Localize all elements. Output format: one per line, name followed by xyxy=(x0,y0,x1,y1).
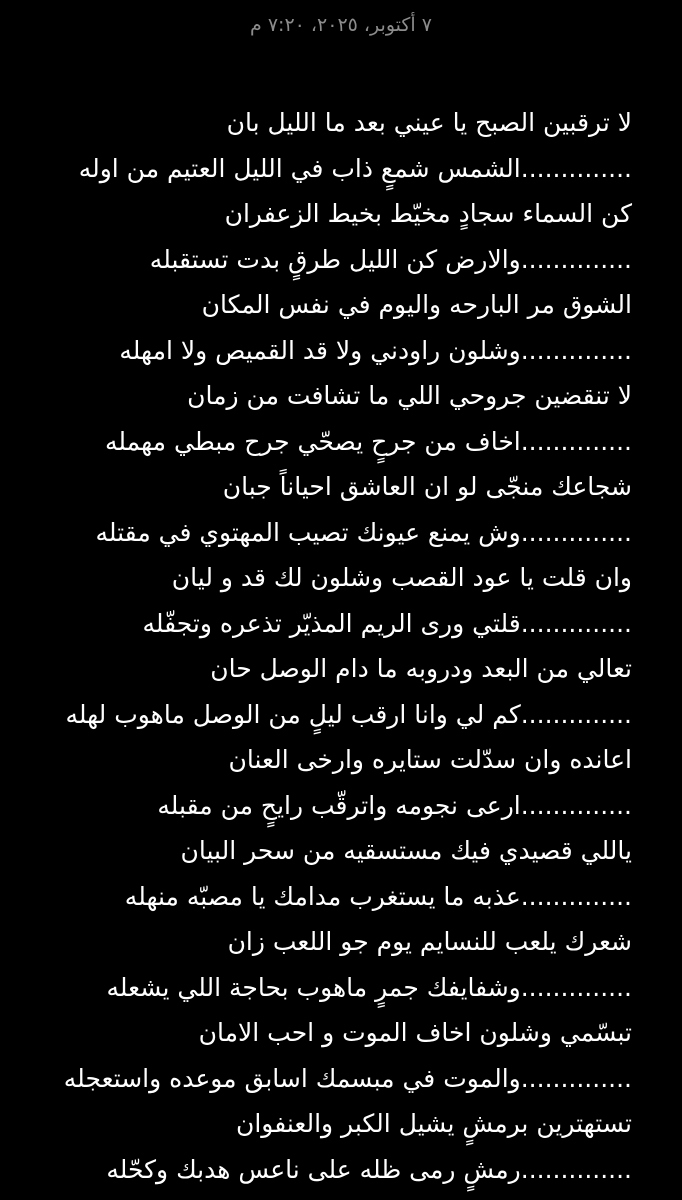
note-line: تعالي من البعد ودروبه ما دام الوصل حان xyxy=(210,654,632,683)
note-line: ..............اخاف من جرحٍ يصحّي جرح مبطي مهمله xyxy=(104,426,632,456)
note-line: شعرك يلعب للنسايم يوم جو اللعب زان xyxy=(227,927,632,956)
note-line: ..............كم لي وانا ارقب ليلٍ من الوصل ماهوب لهله xyxy=(65,699,632,729)
note-line: شجاعك منجّى لو ان العاشق احياناً جبان xyxy=(222,472,632,501)
note-line: ..............عذبه ما يستغرب مدامك يا مصبّه منهله xyxy=(124,881,632,911)
note-timestamp: ٧ أكتوبر، ٢٠٢٥، ٧:٢٠ م xyxy=(250,14,432,36)
note-line: ياللي قصيدي فيك مستسقيه من سحر البيان xyxy=(180,836,632,865)
note-line: تستهترين برمشٍ يشيل الكبر والعنفوان xyxy=(235,1109,632,1138)
note-line: ..............ارعى نجومه واترقّب رايحٍ من مقبله xyxy=(157,790,632,820)
note-line: تبسّمي وشلون اخاف الموت و احب الامان xyxy=(198,1018,632,1047)
note-line: كن السماء سجادٍ مخيّط بخيط الزعفران xyxy=(224,199,632,228)
note-line: ..............والارض كن الليل طرقٍ بدت تستقبله xyxy=(149,244,632,274)
note-line: اعانده وان سدّلت ستايره وارخى العنان xyxy=(228,745,632,774)
note-line: ..............رمشٍ رمى ظله على ناعس هدبك وكحّله xyxy=(106,1154,632,1184)
note-line: ..............الشمس شمعٍ ذاب في الليل العتيم من اوله xyxy=(78,153,632,183)
note-line: ..............وشلون راودني ولا قد القميص ولا امهله xyxy=(119,335,632,365)
note-line: لا تنقضين جروحي اللي ما تشافت من زمان xyxy=(187,381,632,410)
note-line: ..............قلتي ورى الريم المذيّر تذعره وتجفّله xyxy=(142,608,632,638)
note-line: الشوق مر البارحه واليوم في نفس المكان xyxy=(201,290,632,319)
note-line: وان قلت يا عود القصب وشلون لك قد و ليان xyxy=(171,563,632,592)
note-line: لا ترقبين الصبح يا عيني بعد ما الليل بان xyxy=(226,108,632,137)
note-line: ..............والموت في مبسمك اسابق موعده واستعجله xyxy=(63,1063,632,1093)
note-line: ..............وش يمنع عيونك تصيب المهتوي في مقتله xyxy=(95,517,632,547)
note-line: ..............وشفايفك جمرٍ ماهوب بحاجة اللي يشعله xyxy=(106,972,632,1002)
note-body[interactable] xyxy=(32,100,632,1192)
